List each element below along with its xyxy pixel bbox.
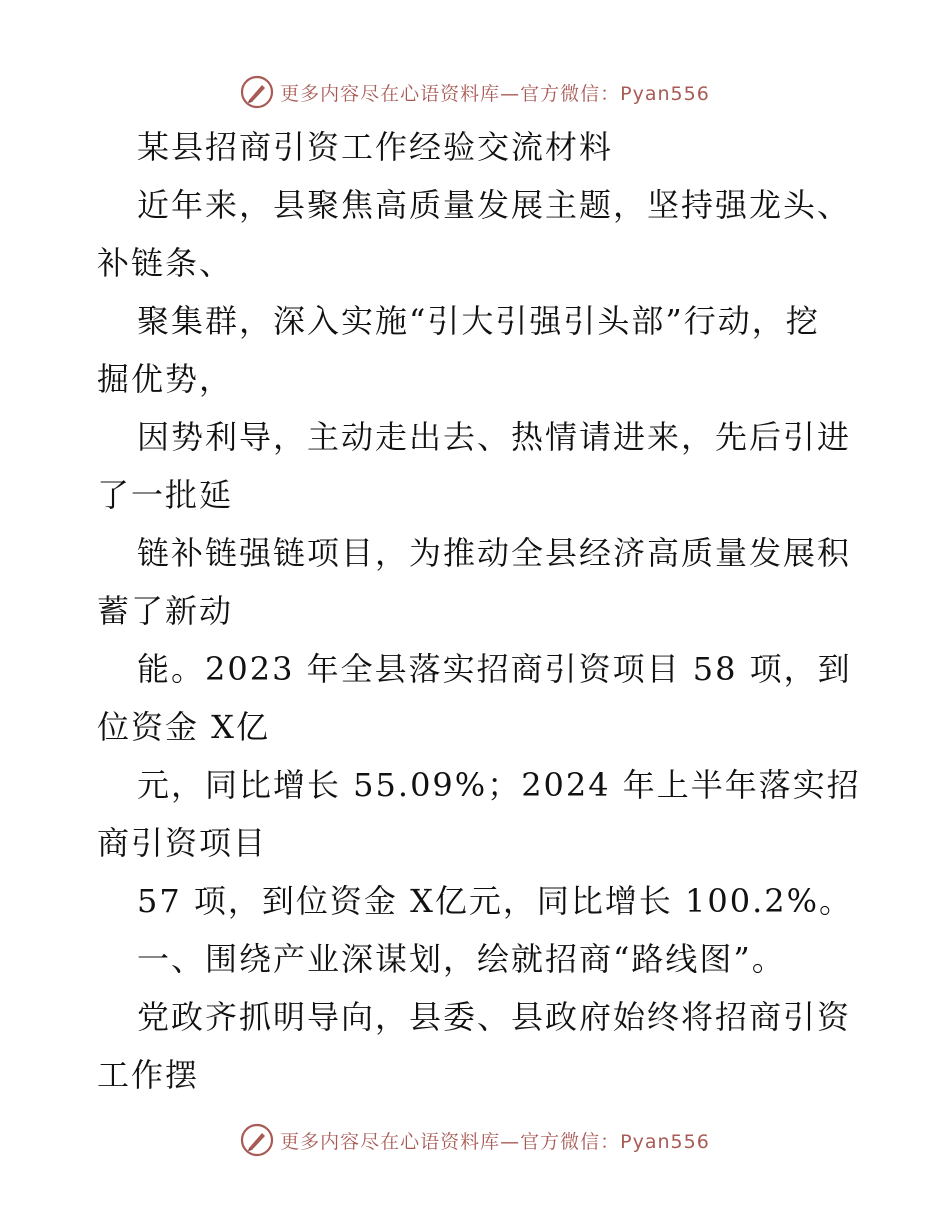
text-line: 蓄了新动 xyxy=(97,592,234,630)
pen-logo-icon xyxy=(240,1123,274,1157)
text-line: 商引资项目 xyxy=(97,824,268,862)
text-line: 工作摆 xyxy=(97,1056,200,1094)
watermark-footer xyxy=(0,1120,950,1160)
text-line: 党政齐抓明导向，县委、县政府始终将招商引资 xyxy=(137,998,852,1036)
text-line: 57 项，到位资金 X亿元，同比增长 100.2%。 xyxy=(137,882,854,920)
text-line: 一、围绕产业深谋划，绘就招商“路线图”。 xyxy=(137,940,786,978)
watermark-text: 更多内容尽在心语资料库—官方微信：Pyan556 xyxy=(280,1130,710,1153)
text-line: 能。2023 年全县落实招商引资项目 58 项，到 xyxy=(137,650,852,688)
watermark-header xyxy=(0,72,950,112)
text-line: 补链条、 xyxy=(97,244,234,282)
text-line: 链补链强链项目，为推动全县经济高质量发展积 xyxy=(137,534,852,572)
text-line: 位资金 X亿 xyxy=(97,708,270,746)
text-line: 近年来，县聚焦高质量发展主题，坚持强龙头、 xyxy=(137,186,852,224)
watermark-text: 更多内容尽在心语资料库—官方微信：Pyan556 xyxy=(280,82,710,105)
text-line: 聚集群，深入实施“引大引强引头部”行动，挖 xyxy=(137,302,820,340)
text-line: 元，同比增长 55.09%；2024 年上半年落实招 xyxy=(137,766,861,804)
pen-logo-icon xyxy=(240,75,274,109)
text-line: 掘优势， xyxy=(97,360,234,398)
text-line: 某县招商引资工作经验交流材料 xyxy=(137,128,614,166)
text-line: 了一批延 xyxy=(97,476,234,514)
text-line: 因势利导，主动走出去、热情请进来，先后引进 xyxy=(137,418,852,456)
document-body xyxy=(97,118,861,1104)
